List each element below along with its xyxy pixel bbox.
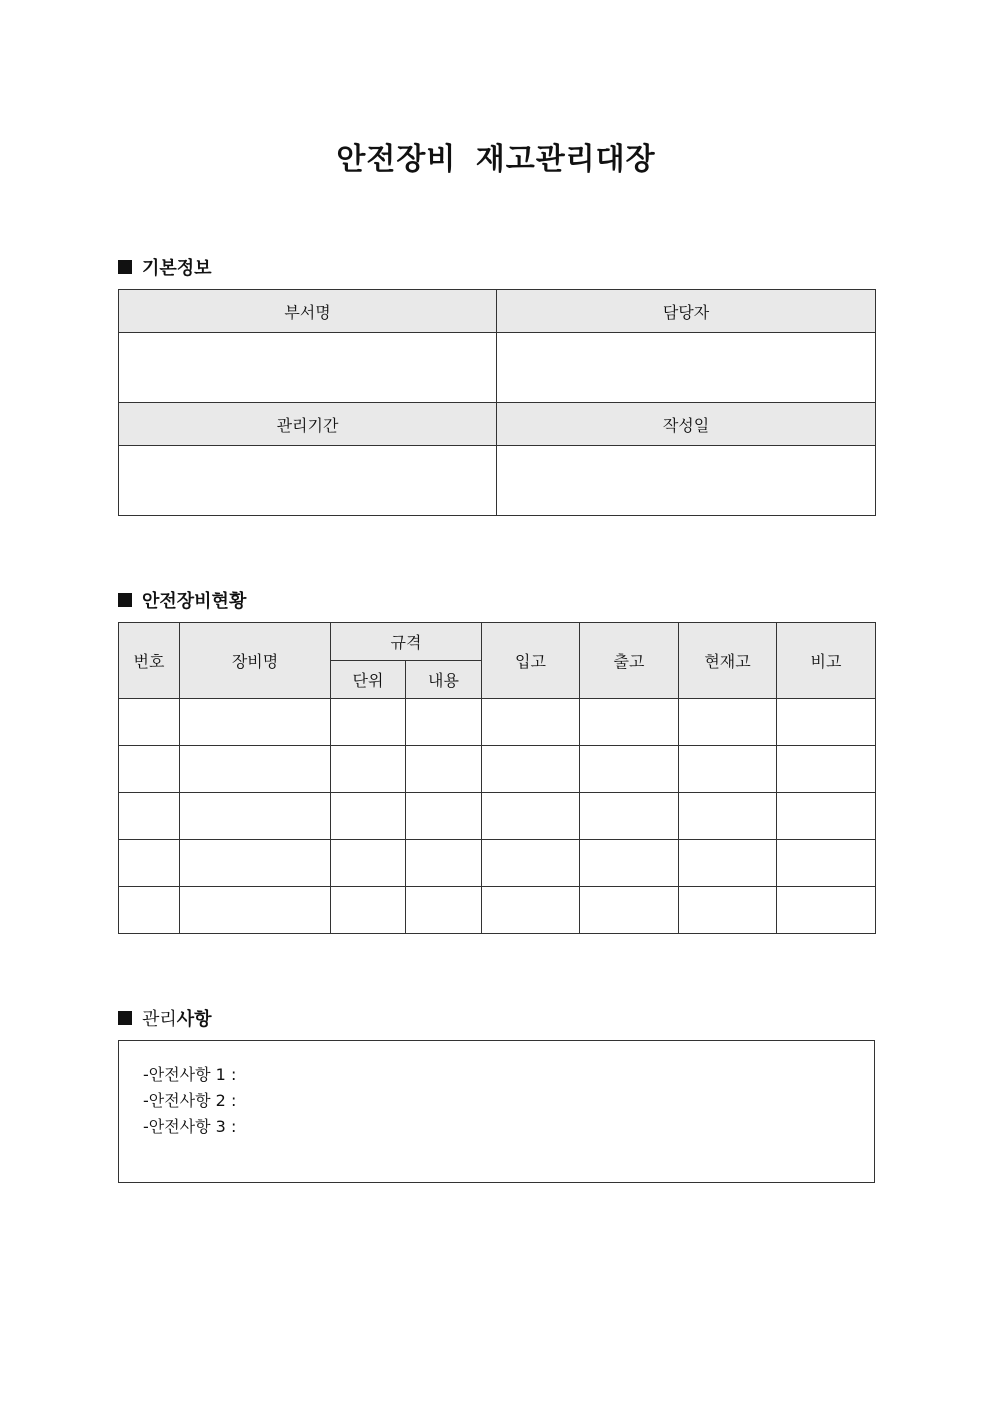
section-title: 기본정보 bbox=[142, 258, 212, 279]
note-line-1: -안전사항 1 : bbox=[143, 1065, 237, 1084]
table-cell[interactable] bbox=[331, 840, 406, 887]
table-cell[interactable] bbox=[180, 746, 331, 793]
table-row bbox=[119, 699, 876, 746]
section-equipment-status bbox=[118, 587, 246, 613]
table-cell[interactable] bbox=[119, 840, 180, 887]
table-cell[interactable] bbox=[580, 887, 679, 934]
table-cell[interactable] bbox=[331, 746, 406, 793]
section-title-part-a: 관리 bbox=[142, 1009, 177, 1030]
table-cell[interactable] bbox=[406, 840, 482, 887]
period-value[interactable] bbox=[119, 446, 497, 516]
table-cell[interactable] bbox=[482, 887, 580, 934]
table-cell[interactable] bbox=[180, 840, 331, 887]
table-cell[interactable] bbox=[679, 746, 777, 793]
section-title-part-b: 사항 bbox=[176, 1009, 212, 1030]
header-unit: 단위 bbox=[331, 661, 406, 699]
table-cell[interactable] bbox=[679, 699, 777, 746]
table-cell[interactable] bbox=[406, 699, 482, 746]
table-cell[interactable] bbox=[331, 887, 406, 934]
table-cell[interactable] bbox=[119, 793, 180, 840]
dept-label: 부서명 bbox=[119, 290, 497, 333]
period-label: 관리기간 bbox=[119, 403, 497, 446]
basic-info-table bbox=[118, 289, 876, 516]
header-spec: 규격 bbox=[331, 623, 482, 661]
header-name: 장비명 bbox=[180, 623, 331, 699]
table-cell[interactable] bbox=[331, 699, 406, 746]
table-cell[interactable] bbox=[482, 840, 580, 887]
table-cell[interactable] bbox=[777, 699, 876, 746]
table-cell[interactable] bbox=[331, 793, 406, 840]
table-cell[interactable] bbox=[180, 887, 331, 934]
table-cell[interactable] bbox=[406, 746, 482, 793]
table-cell[interactable] bbox=[119, 699, 180, 746]
note-line-3: -안전사항 3 : bbox=[143, 1117, 237, 1136]
date-label: 작성일 bbox=[497, 403, 876, 446]
notes-box[interactable] bbox=[118, 1040, 875, 1183]
page-title: 안전장비 재고관리대장 bbox=[336, 142, 656, 177]
date-value[interactable] bbox=[497, 446, 876, 516]
header-stock: 현재고 bbox=[679, 623, 777, 699]
table-cell[interactable] bbox=[777, 887, 876, 934]
table-cell[interactable] bbox=[777, 840, 876, 887]
table-cell[interactable] bbox=[580, 840, 679, 887]
table-cell[interactable] bbox=[777, 793, 876, 840]
square-bullet-icon bbox=[118, 1011, 132, 1025]
equipment-table-body bbox=[119, 699, 876, 934]
table-cell[interactable] bbox=[679, 793, 777, 840]
table-cell[interactable] bbox=[580, 746, 679, 793]
header-out: 출고 bbox=[580, 623, 679, 699]
section-management-notes bbox=[118, 1005, 212, 1031]
header-no: 번호 bbox=[119, 623, 180, 699]
dept-value[interactable] bbox=[119, 333, 497, 403]
header-note: 비고 bbox=[777, 623, 876, 699]
table-cell[interactable] bbox=[482, 699, 580, 746]
table-row bbox=[119, 840, 876, 887]
manager-label: 담당자 bbox=[497, 290, 876, 333]
table-cell[interactable] bbox=[777, 746, 876, 793]
table-cell[interactable] bbox=[406, 793, 482, 840]
table-cell[interactable] bbox=[679, 840, 777, 887]
square-bullet-icon bbox=[118, 260, 132, 274]
section-basic-info bbox=[118, 254, 212, 280]
square-bullet-icon bbox=[118, 593, 132, 607]
table-cell[interactable] bbox=[119, 746, 180, 793]
table-cell[interactable] bbox=[406, 887, 482, 934]
table-cell[interactable] bbox=[679, 887, 777, 934]
header-content: 내용 bbox=[406, 661, 482, 699]
table-cell[interactable] bbox=[180, 793, 331, 840]
table-cell[interactable] bbox=[119, 887, 180, 934]
manager-value[interactable] bbox=[497, 333, 876, 403]
header-in: 입고 bbox=[482, 623, 580, 699]
table-row bbox=[119, 793, 876, 840]
table-row bbox=[119, 746, 876, 793]
section-title: 안전장비현황 bbox=[142, 591, 247, 612]
table-cell[interactable] bbox=[180, 699, 331, 746]
table-cell[interactable] bbox=[580, 699, 679, 746]
table-cell[interactable] bbox=[580, 793, 679, 840]
table-cell[interactable] bbox=[482, 793, 580, 840]
section-title bbox=[142, 1005, 212, 1031]
note-line-2: -안전사항 2 : bbox=[143, 1091, 237, 1110]
equipment-table bbox=[118, 622, 876, 934]
table-cell[interactable] bbox=[482, 746, 580, 793]
table-row bbox=[119, 887, 876, 934]
